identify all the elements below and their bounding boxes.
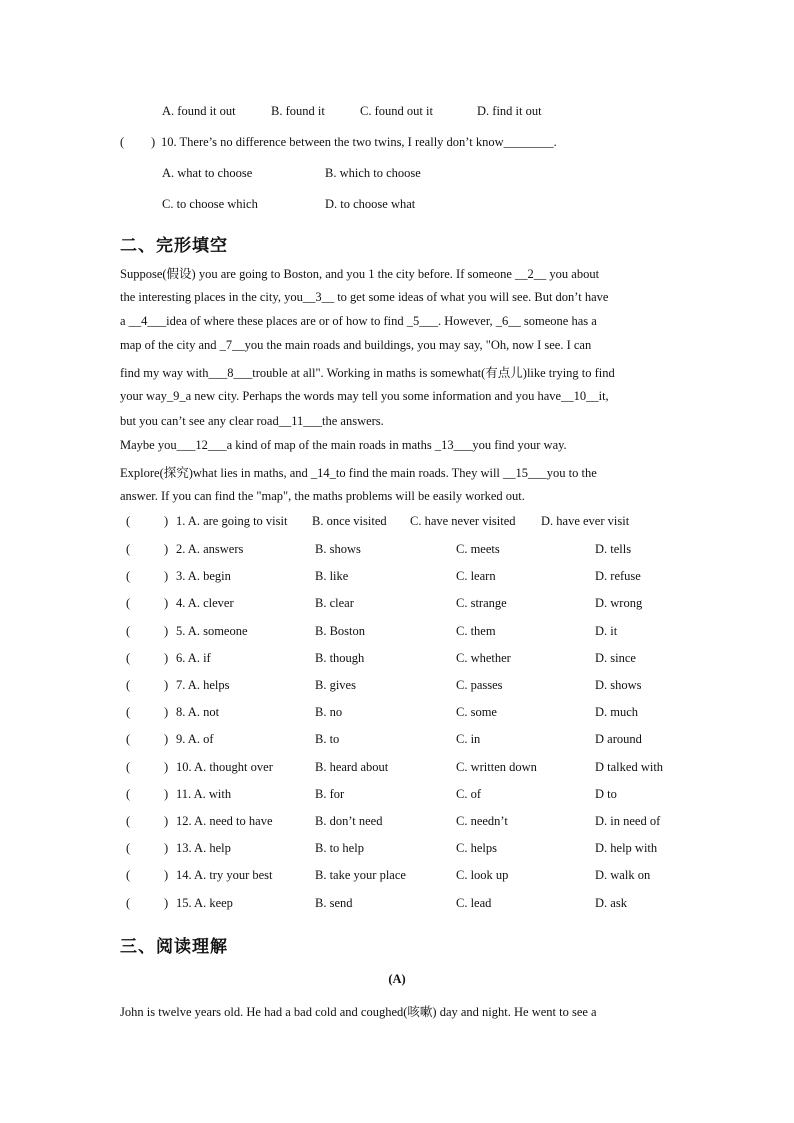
q10-option-d: D. to choose what bbox=[325, 197, 416, 211]
cloze-option-d: D. help with bbox=[595, 841, 658, 855]
cloze-option-c: C. in bbox=[456, 732, 481, 746]
cloze-paren-open: ( bbox=[126, 814, 131, 828]
cloze-paren-close: ) bbox=[164, 542, 169, 556]
cloze-option-d: D. have ever visit bbox=[541, 514, 630, 528]
passage-line: but you can’t see any clear road__11___the answers. bbox=[120, 414, 384, 428]
cloze-paren-close: ) bbox=[164, 678, 169, 692]
passage-line: your way_9_a new city. Perhaps the words may tell you some information and you have__10__it, bbox=[120, 389, 609, 403]
cloze-option-d: D. tells bbox=[595, 542, 632, 556]
cloze-option-a: 5. A. someone bbox=[176, 624, 248, 638]
cloze-item bbox=[0, 678, 794, 694]
cloze-paren-open: ( bbox=[126, 868, 131, 882]
cloze-option-b: B. gives bbox=[315, 678, 356, 692]
cloze-option-a: 2. A. answers bbox=[176, 542, 244, 556]
cloze-paren-open: ( bbox=[126, 542, 131, 556]
cloze-option-a: 8. A. not bbox=[176, 705, 220, 719]
cloze-paren-open: ( bbox=[126, 678, 131, 692]
cloze-item bbox=[0, 814, 794, 830]
cloze-paren-close: ) bbox=[164, 596, 169, 610]
cloze-option-d: D. in need of bbox=[595, 814, 661, 828]
q10-text: 10. There’s no difference between the two twins, I really don’t know________. bbox=[161, 135, 557, 149]
cloze-item bbox=[0, 760, 794, 776]
cloze-item bbox=[0, 705, 794, 721]
cloze-paren-close: ) bbox=[164, 651, 169, 665]
cloze-paren-open: ( bbox=[126, 787, 131, 801]
cloze-option-d: D. much bbox=[595, 705, 639, 719]
cloze-paren-open: ( bbox=[126, 651, 131, 665]
q9-option-b: B. found it bbox=[271, 104, 325, 118]
q9-option-d: D. find it out bbox=[477, 104, 542, 118]
cloze-option-d: D. ask bbox=[595, 896, 627, 910]
cloze-option-a: 1. A. are going to visit bbox=[176, 514, 288, 528]
cloze-option-d: D. since bbox=[595, 651, 636, 665]
cloze-option-d: D. wrong bbox=[595, 596, 643, 610]
cloze-option-c: C. passes bbox=[456, 678, 503, 692]
cloze-item bbox=[0, 596, 794, 612]
cloze-option-b: B. clear bbox=[315, 596, 354, 610]
cloze-option-d: D to bbox=[595, 787, 617, 801]
cloze-option-a: 4. A. clever bbox=[176, 596, 234, 610]
cloze-item bbox=[0, 651, 794, 667]
section2-heading: 二、完形填空 bbox=[120, 236, 228, 256]
cloze-item bbox=[0, 732, 794, 748]
cloze-option-d: D. refuse bbox=[595, 569, 641, 583]
cloze-option-b: B. for bbox=[315, 787, 345, 801]
cloze-option-d: D. it bbox=[595, 624, 618, 638]
cloze-option-b: B. though bbox=[315, 651, 365, 665]
cloze-item bbox=[0, 514, 794, 530]
cloze-option-d: D. shows bbox=[595, 678, 642, 692]
cloze-item bbox=[0, 624, 794, 640]
q9-options bbox=[0, 104, 794, 120]
cloze-option-c: C. look up bbox=[456, 868, 509, 882]
cloze-paren-open: ( bbox=[126, 569, 131, 583]
cloze-paren-close: ) bbox=[164, 705, 169, 719]
reading-text: John is twelve years old. He had a bad cold and coughed(咳嗽) day and night. He went to see a bbox=[120, 1005, 597, 1019]
cloze-paren-close: ) bbox=[164, 841, 169, 855]
passage-line: map of the city and _7__you the main roads and buildings, you may say, "Oh, now I see. I can bbox=[120, 338, 592, 352]
cloze-paren-close: ) bbox=[164, 569, 169, 583]
cloze-paren-close: ) bbox=[164, 868, 169, 882]
cloze-option-d: D talked with bbox=[595, 760, 664, 774]
cloze-option-b: B. once visited bbox=[312, 514, 387, 528]
q10-paren-close: ) bbox=[151, 135, 156, 149]
cloze-paren-open: ( bbox=[126, 705, 131, 719]
cloze-paren-close: ) bbox=[164, 896, 169, 910]
cloze-option-a: 14. A. try your best bbox=[176, 868, 273, 882]
passage-line: Explore(探究)what lies in maths, and _14_to find the main roads. They will __15___you to the bbox=[120, 466, 597, 480]
cloze-option-b: B. to help bbox=[315, 841, 364, 855]
q9-option-a: A. found it out bbox=[162, 104, 236, 118]
cloze-option-a: 13. A. help bbox=[176, 841, 231, 855]
cloze-option-c: C. whether bbox=[456, 651, 511, 665]
cloze-option-b: B. heard about bbox=[315, 760, 389, 774]
cloze-option-b: B. take your place bbox=[315, 868, 406, 882]
cloze-item bbox=[0, 542, 794, 558]
cloze-option-c: C. some bbox=[456, 705, 497, 719]
cloze-paren-open: ( bbox=[126, 624, 131, 638]
cloze-option-c: C. written down bbox=[456, 760, 537, 774]
cloze-option-a: 9. A. of bbox=[176, 732, 214, 746]
passage-line: a __4___idea of where these places are or of how to find _5___. However, _6__ someone has a bbox=[120, 314, 597, 328]
cloze-option-b: B. to bbox=[315, 732, 340, 746]
cloze-paren-close: ) bbox=[164, 760, 169, 774]
cloze-item bbox=[0, 896, 794, 912]
cloze-option-a: 7. A. helps bbox=[176, 678, 230, 692]
cloze-option-c: C. learn bbox=[456, 569, 496, 583]
cloze-option-c: C. needn’t bbox=[456, 814, 508, 828]
cloze-option-b: B. Boston bbox=[315, 624, 366, 638]
passage-line: answer. If you can find the "map", the maths problems will be easily worked out. bbox=[120, 489, 525, 503]
cloze-paren-close: ) bbox=[164, 787, 169, 801]
passage-line: Suppose(假设) you are going to Boston, and you 1 the city before. If someone __2__ you about bbox=[120, 267, 600, 281]
q10-option-b: B. which to choose bbox=[325, 166, 421, 180]
cloze-option-c: C. lead bbox=[456, 896, 492, 910]
cloze-option-c: C. strange bbox=[456, 596, 507, 610]
cloze-paren-open: ( bbox=[126, 514, 131, 528]
passage-line: the interesting places in the city, you__3__ to get some ideas of what you will see. But don’t have bbox=[120, 290, 609, 304]
cloze-option-b: B. send bbox=[315, 896, 353, 910]
cloze-item bbox=[0, 841, 794, 857]
q10-blank[interactable]: ________ bbox=[503, 135, 554, 149]
q10-question bbox=[0, 135, 794, 151]
cloze-option-b: B. don’t need bbox=[315, 814, 383, 828]
cloze-option-a: 12. A. need to have bbox=[176, 814, 273, 828]
cloze-paren-open: ( bbox=[126, 841, 131, 855]
q10-option-a: A. what to choose bbox=[162, 166, 253, 180]
cloze-option-c: C. of bbox=[456, 787, 481, 801]
q10-options-row1 bbox=[0, 166, 794, 182]
passage-label: (A) bbox=[388, 972, 406, 986]
cloze-option-b: B. like bbox=[315, 569, 349, 583]
section3-heading: 三、阅读理解 bbox=[120, 937, 228, 957]
cloze-paren-close: ) bbox=[164, 624, 169, 638]
cloze-option-c: C. meets bbox=[456, 542, 500, 556]
cloze-option-d: D around bbox=[595, 732, 642, 746]
cloze-item bbox=[0, 868, 794, 884]
passage-line: Maybe you___12___a kind of map of the main roads in maths _13___you find your way. bbox=[120, 438, 567, 452]
q10-option-c: C. to choose which bbox=[162, 197, 258, 211]
cloze-item bbox=[0, 569, 794, 585]
cloze-option-a: 10. A. thought over bbox=[176, 760, 273, 774]
cloze-option-a: 6. A. if bbox=[176, 651, 211, 665]
cloze-paren-close: ) bbox=[164, 732, 169, 746]
cloze-item bbox=[0, 787, 794, 803]
cloze-option-c: C. helps bbox=[456, 841, 497, 855]
q10-paren-open: ( bbox=[120, 135, 125, 149]
cloze-paren-open: ( bbox=[126, 596, 131, 610]
cloze-paren-close: ) bbox=[164, 814, 169, 828]
cloze-option-d: D. walk on bbox=[595, 868, 651, 882]
cloze-option-b: B. shows bbox=[315, 542, 361, 556]
cloze-option-a: 15. A. keep bbox=[176, 896, 233, 910]
cloze-paren-open: ( bbox=[126, 896, 131, 910]
cloze-paren-open: ( bbox=[126, 732, 131, 746]
q9-option-c: C. found out it bbox=[360, 104, 433, 118]
cloze-option-b: B. no bbox=[315, 705, 343, 719]
cloze-option-c: C. have never visited bbox=[410, 514, 516, 528]
passage-line: find my way with___8___trouble at all". Working in maths is somewhat(有点儿)like trying to find bbox=[120, 366, 615, 380]
q10-options-row2 bbox=[0, 197, 794, 213]
cloze-paren-close: ) bbox=[164, 514, 169, 528]
cloze-option-a: 3. A. begin bbox=[176, 569, 231, 583]
cloze-option-a: 11. A. with bbox=[176, 787, 232, 801]
cloze-option-c: C. them bbox=[456, 624, 496, 638]
cloze-paren-open: ( bbox=[126, 760, 131, 774]
